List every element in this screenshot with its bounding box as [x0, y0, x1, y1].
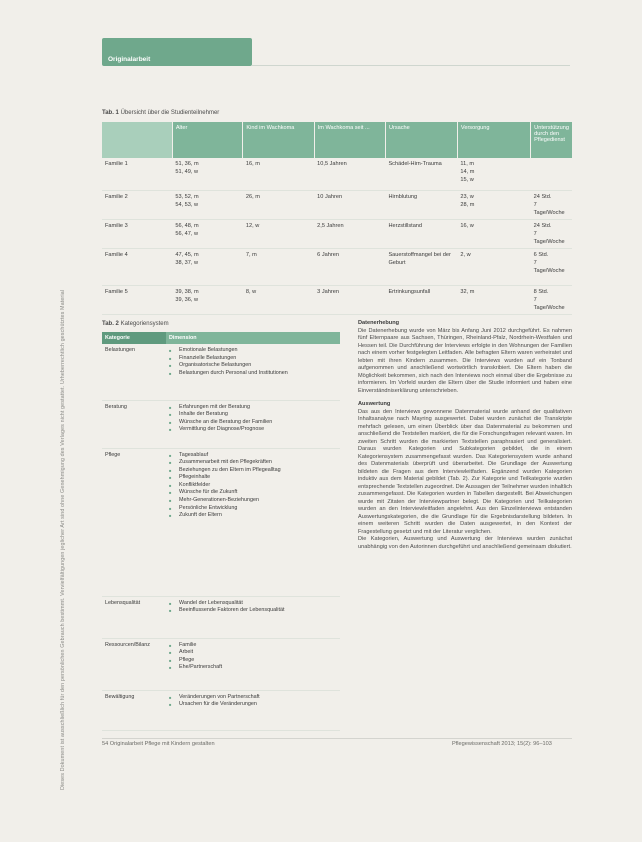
table1-header-cell: Versorgung [457, 122, 530, 158]
table-row [102, 191, 572, 220]
cause-cell: Ertrinkungsunfall [385, 286, 457, 315]
list-item: ■ Wandel der Lebensqualität [169, 600, 337, 608]
table-row [102, 220, 572, 249]
age-cell: 51, 36, m 51, 49, w [172, 158, 243, 191]
category-cell: Belastungen [102, 344, 166, 400]
section-banner [102, 38, 252, 66]
list-item: ■ Pflegeinhalte [169, 474, 337, 482]
table2-caption [102, 321, 169, 327]
paragraph: Die Kategorien, Auswertung und Auswertung der Interviews wurden zunächst unabhängig von den Autorinnen durchgeführt und anschließend gemeinsam diskutiert. [358, 536, 572, 550]
table-row [102, 596, 340, 638]
list-item: ■ Wünsche für die Zukunft [169, 489, 337, 497]
table1-header-cell [102, 122, 172, 158]
row-label: Familie 2 [102, 191, 172, 220]
list-item: ■ Erfahrungen mit der Beratung [169, 404, 337, 412]
category-cell: Bewältigung [102, 690, 166, 730]
support-cell: 8 Std. 7 Tage/Woche [531, 286, 572, 315]
since-cell: 2,5 Jahren [314, 220, 385, 249]
list-item: ■ Tagesablauf [169, 452, 337, 460]
care-cell: 11, m 14, m 15, w [457, 158, 530, 191]
table1-header-cell: Unterstützung durch den Pflegedienst [531, 122, 572, 158]
table2-header-row [102, 332, 340, 344]
table-row [102, 448, 340, 596]
care-cell: 32, m [457, 286, 530, 315]
cause-cell: Herzstillstand [385, 220, 457, 249]
cause-cell: Sauerstoffmangel bei der Geburt [385, 249, 457, 286]
table1-caption-text: Übersicht über die Studienteilnehmer [120, 110, 220, 116]
table1-caption [102, 110, 219, 116]
support-cell: 24 Std. 7 Tage/Woche [531, 191, 572, 220]
since-cell: 6 Jahren [314, 249, 385, 286]
category-cell: Lebensqualität [102, 596, 166, 638]
list-item: ■ Persönliche Entwicklung [169, 505, 337, 513]
age-cell: 56, 48, m 56, 47, w [172, 220, 243, 249]
care-cell: 2, w [457, 249, 530, 286]
list-item: ■ Finanzielle Belastungen [169, 355, 337, 363]
table1-caption-number: Tab. 1 [102, 110, 119, 116]
support-cell [531, 158, 572, 191]
cause-cell: Schädel-Hirn-Trauma [385, 158, 457, 191]
table2-caption-number: Tab. 2 [102, 321, 119, 327]
footer-rule [102, 738, 572, 739]
table-row [102, 690, 340, 730]
row-label: Familie 5 [102, 286, 172, 315]
section-heading: Datenerhebung [358, 320, 400, 326]
category-cell: Ressourcen/Bilanz [102, 638, 166, 690]
list-item: ■ Zukunft der Eltern [169, 512, 337, 520]
list-item: ■ Mehr-Generationen-Beziehungen [169, 497, 337, 505]
since-cell: 10,5 Jahren [314, 158, 385, 191]
table2-header-cell: Kategorie [102, 332, 166, 344]
table1-header-cell: Ursache [385, 122, 457, 158]
footer-right: Pflegewissenschaft 2013; 15(2): 96–103 [452, 741, 552, 747]
list-item: ■ Belastungen durch Personal und Institutionen [169, 370, 337, 378]
list-item: ■ Konfliktfelder [169, 482, 337, 490]
section-heading: Auswertung [358, 401, 391, 407]
side-copyright-note: Dieses Dokument ist ausschließlich für den persönlichen Gebrauch bestimmt. Vervielfältigungen jeglicher Art sind ohne Genehmigung des Verlages nicht gestattet. Urheberrechtlich geschütztes Material [60, 289, 66, 790]
list-item: ■ Ursachen für die Veränderungen [169, 701, 337, 709]
category-cell: Pflege [102, 448, 166, 596]
table-row [102, 638, 340, 690]
cause-cell: Hirnblutung [385, 191, 457, 220]
age-cell: 47, 45, m 38, 37, w [172, 249, 243, 286]
table1-header-cell: Im Wachkoma seit ... [314, 122, 385, 158]
table-row [102, 344, 340, 400]
table-row [102, 158, 572, 191]
list-item: ■ Zusammenarbeit mit den Pflegekräften [169, 459, 337, 467]
table1-header-cell: Kind im Wachkoma [243, 122, 314, 158]
age-cell: 53, 52, m 54, 53, w [172, 191, 243, 220]
header-rule [252, 65, 570, 66]
support-cell: 24 Std. 7 Tage/Woche [531, 220, 572, 249]
list-item: ■ Arbeit [169, 649, 337, 657]
row-label: Familie 3 [102, 220, 172, 249]
child-cell: 7, m [243, 249, 314, 286]
list-item: ■ Ehe/Partnerschaft [169, 664, 337, 672]
category-table [102, 332, 340, 731]
table-row [102, 286, 572, 315]
list-item: ■ Organisatorische Belastungen [169, 362, 337, 370]
body-text-column [358, 320, 572, 551]
participants-table [102, 122, 572, 315]
table-row [102, 400, 340, 448]
list-item: ■ Vermittlung der Diagnose/Prognose [169, 426, 337, 434]
since-cell: 10 Jahren [314, 191, 385, 220]
list-item: ■ Emotionale Belastungen [169, 347, 337, 355]
table2-header-cell: Dimension [166, 332, 340, 344]
child-cell: 16, m [243, 158, 314, 191]
paragraph: Die Datenerhebung wurde von März bis Anfang Juni 2012 durchgeführt. Es nahmen fünf Elternpaare aus Sachsen, Thüringen, Rheinland-Pfalz, Nordrhein-Westfalen und Hessen teil. Die Durchführung der Interviews erfolgte in den Wohnungen der Familien nach einem vorher festgelegten Leitfaden. Alle befragten Eltern waren verheiratet und lebten mit ihren Kindern zusammen. Die Interviews wurden auf ein Tonband aufgenommen und anschließend wortwörtlich transkribiert. Die Eltern haben die Möglichkeit bekommen, sich nach den Interviews noch einmal über die Ergebnisse zu informieren. Im Vorfeld wurden die Eltern über die Studie informiert und haben eine Einverständniserklärung unterschrieben. [358, 327, 572, 394]
section-banner-label: Originalarbeit [108, 56, 151, 63]
list-item: ■ Beeinflussende Faktoren der Lebensqualität [169, 607, 337, 615]
since-cell: 3 Jahren [314, 286, 385, 315]
row-label: Familie 4 [102, 249, 172, 286]
paragraph: Das aus den Interviews gewonnene Datenmaterial wurde anhand der qualitativen Inhaltsanalyse nach Mayring ausgewertet. Dabei wurden zunächst die Transkripte mehrfach gelesen, um einen Überblick über das Datenmaterial zu bekommen und anschließend die Textstellen markiert, die für die Forschungsfragen relevant waren. Im zweiten Schritt wurden die markierten Textstellen paraphrasiert und generalisiert. Daraus wurden Kategorien und Subkategorien gebildet, die in einem Kategoriensystem zusammengefasst wurden. Das Kategoriensystem wurde anhand des Datenmaterials überprüft und überarbeitet. Die Grundlage der Auswertung bildeten die Fragen aus dem Interviewleitfaden. Ergänzend wurden Kategorien induktiv aus dem Material gebildet (Tab. 2). Zur Kategorie und Teilkategorie wurden entsprechende Textstellen zugeordnet. Die Aussagen der Teilnehmer wurden inhaltlich zusammengefasst. Die Kategorien wurden in Tabellen dargestellt. Bei Abweichungen wurde mit Zitaten der Interviewpartner belegt. Die Kategorien und Teilkategorien wurden an den Interviewleitfaden angelehnt. Aus den Einzelinterviews entstanden Auswertungskategorien, die die Grundlage für die Ergebnisdarstellung bildeten. In einem weiteren Schritt wurden die Daten ausgewertet, in den Kontext der Fragestellung gesetzt und mit der Literatur verglichen. [358, 408, 572, 535]
list-item: ■ Wünsche an die Beratung der Familien [169, 419, 337, 427]
table-row [102, 249, 572, 286]
table1-header-row [102, 122, 572, 158]
care-cell: 16, w [457, 220, 530, 249]
list-item: ■ Beziehungen zu den Eltern im Pflegealltag [169, 467, 337, 475]
age-cell: 39, 38, m 39, 36, w [172, 286, 243, 315]
care-cell: 23, w 28, m [457, 191, 530, 220]
list-item: ■ Veränderungen von Partnerschaft [169, 694, 337, 702]
footer-left: 54 Originalarbeit Pflege mit Kindern gestalten [102, 741, 215, 747]
support-cell: 6 Std. 7 Tage/Woche [531, 249, 572, 286]
table2-caption-text: Kategoriensystem [120, 321, 169, 327]
child-cell: 12, w [243, 220, 314, 249]
child-cell: 26, m [243, 191, 314, 220]
row-label: Familie 1 [102, 158, 172, 191]
child-cell: 8, w [243, 286, 314, 315]
list-item: ■ Inhalte der Beratung [169, 411, 337, 419]
list-item: ■ Pflege [169, 657, 337, 665]
list-item: ■ Familie [169, 642, 337, 650]
category-cell: Beratung [102, 400, 166, 448]
table1-header-cell: Alter [172, 122, 243, 158]
